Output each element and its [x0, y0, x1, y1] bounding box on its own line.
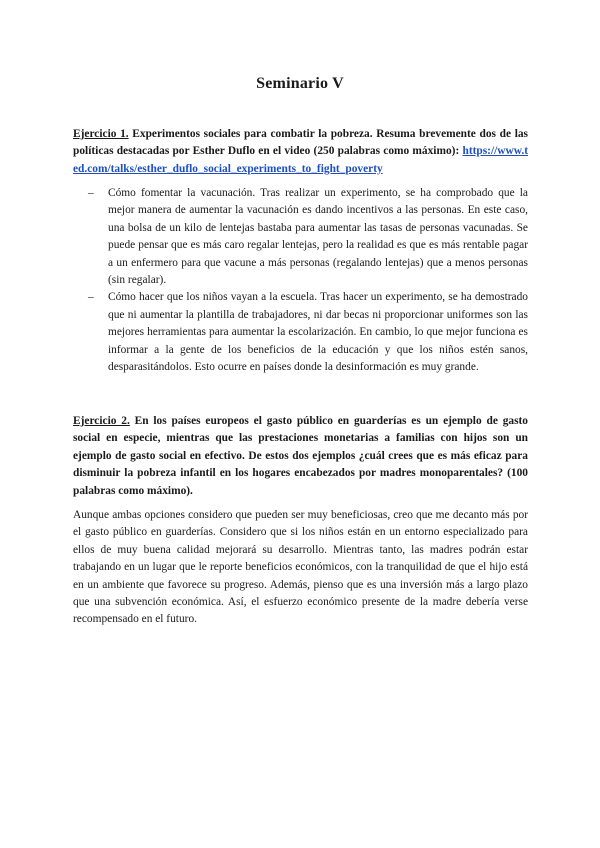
exercise-1-prompt: Experimentos sociales para combatir la pobreza. Resuma brevemente dos de las políticas destacadas por Esther Duflo en el video (250 palabras como máximo):: [73, 128, 528, 158]
exercise-1-label: Ejercicio 1.: [73, 128, 129, 140]
exercise-1-heading: [73, 126, 528, 178]
exercise-2-answer: Aunque ambas opciones considero que pueden ser muy beneficiosas, creo que me decanto más por el gasto público en guarderías. Considero que si los niños están en un entorno especializado para ellos de muy buena calidad mejorará su desarrollo. Mientras tanto, las madres podrán estar trabajando en un lugar que le reporte beneficios económicos, con la tranquilidad de que el hijo está en un ambiente que favorece su progreso. Además, pienso que es una inversión más a largo plazo que una subvención económica. Así, el esfuerzo económico presente de la madre debería verse recompensado en el futuro.: [73, 509, 528, 626]
page-title: Seminario V: [256, 75, 344, 92]
exercise-2-heading: [73, 413, 528, 500]
dash-bullet-icon: –: [88, 187, 94, 199]
exercise-1-statement: [73, 128, 528, 157]
exercise-2-prompt: En los países europeos el gasto público en guarderías es un ejemplo de gasto social en especie, mientras que las prestaciones monetarias a familias con hijos son un ejemplo de gasto social en efectivo. De estos dos ejemplos ¿cuál crees que es más eficaz para disminuir la pobreza infantil en los hogares encabezados por madres monoparentales? (100 palabras como máximo).: [73, 415, 528, 497]
list-item: [88, 185, 528, 289]
list-item-text: Cómo hacer que los niños vayan a la escuela. Tras hacer un experimento, se ha demostrado que ni aumentar la plantilla de trabajadores, ni dar becas ni proporcionar uniformes son las mejores herramientas para aumentar la escolarización. En cambio, lo que mejor funciona es informar a la gente de los beneficios de la educación y que los niños estén sanos, desparasitándolos. Esto ocurre en países donde la desinformación es muy grande.: [108, 291, 528, 374]
list-item: [88, 289, 528, 376]
exercise-2-statement: [73, 415, 528, 497]
list-item-text: Cómo fomentar la vacunación. Tras realizar un experimento, se ha comprobado que la mejor manera de aumentar la vacunación es dando incentivos a las personas. En este caso, una bolsa de un kilo de lentejas bastaba para aumentar las tasas de personas vacunadas. Se puede pensar que es más caro regalar lentejas, pero la realidad es que es más rentable pagar a un enfermero para que vacune a más personas (regalando lentejas) que a menos personas (sin regalar).: [108, 187, 528, 287]
dash-bullet-icon: –: [88, 291, 94, 304]
ted-talk-link[interactable]: https://www.ted.com/talks/esther_duflo_social_experiments_to_fight_poverty: [73, 145, 528, 175]
exercise-1-answer-list: [88, 185, 528, 376]
exercise-2-label: Ejercicio 2.: [73, 415, 130, 427]
